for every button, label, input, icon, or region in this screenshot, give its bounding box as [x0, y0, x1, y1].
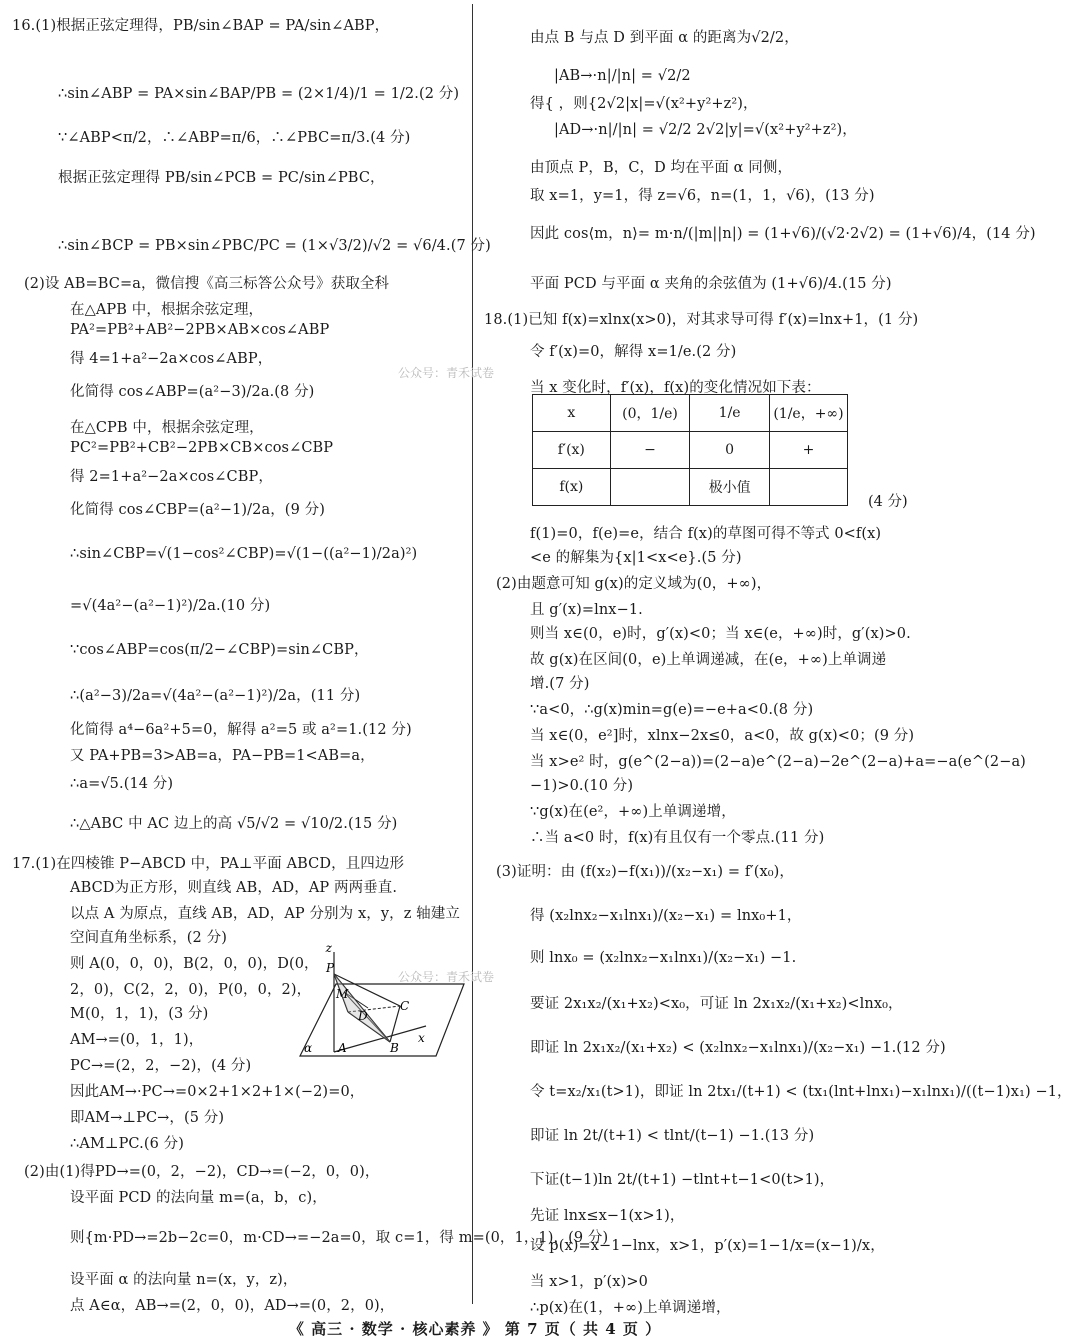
text-line: 要证 2x₁x₂/(x₁+x₂)<x₀，可证 ln 2x₁x₂/(x₁+x₂)<lnx₀， — [530, 996, 903, 1012]
text-line: 设平面 α 的法向量 n=(x，y，z)， — [70, 1272, 298, 1288]
text-line: ∵∠ABP<π/2，∴∠ABP=π/6，∴∠PBC=π/3.(4 分) — [58, 130, 411, 146]
text-line: ∴sin∠BCP = PB×sin∠PBC/PC = (1×√3/2)/√2 = √6/4.(7 分) — [58, 238, 491, 254]
text-line: 先证 lnx≤x−1(x>1)， — [530, 1208, 685, 1224]
text-line: 令 f′(x)=0，解得 x=1/e.(2 分) — [530, 344, 737, 360]
table-cell — [610, 469, 690, 506]
pyramid-figure — [296, 941, 466, 1064]
figure-label: α — [304, 1041, 313, 1055]
text-line: M(0，1，1)，(3 分) — [70, 1006, 209, 1022]
text-line: 当 x∈(0，e²]时，xlnx−2x≤0，a<0，故 g(x)<0；(9 分) — [530, 728, 915, 744]
text-line: =√(4a²−(a²−1)²)/2a.(10 分) — [70, 598, 271, 614]
table-cell: 0 — [690, 432, 770, 469]
table-cell: (0，1/e) — [610, 395, 690, 432]
text-line: ∴当 a<0 时，f(x)有且仅有一个零点.(11 分) — [530, 830, 825, 846]
table-row — [533, 469, 848, 506]
text-line: 以点 A 为原点，直线 AB，AD，AP 分别为 x，y，z 轴建立 — [70, 906, 460, 922]
text-line: |AD→·n|/|n| = √2/2 2√2|y|=√(x²+y²+z²)， — [554, 122, 857, 138]
text-line: 得{ ，则{2√2|x|=√(x²+y²+z²)， — [530, 96, 758, 112]
text-line: 当 x>e² 时，g(e^(2−a))=(2−a)e^(2−a)−2e^(2−a)+a=−a(e^(2−a) — [530, 754, 1026, 770]
table-cell: f′(x) — [533, 432, 611, 469]
text-line: <e 的解集为{x|1<x<e}.(5 分) — [530, 550, 742, 566]
text-line: 在△APB 中，根据余弦定理， — [70, 302, 264, 318]
figure-label: z — [325, 941, 332, 955]
text-line: 则 lnx₀ = (x₂lnx₂−x₁lnx₁)/(x₂−x₁) −1. — [530, 950, 797, 966]
text-line: 16.(1)根据正弦定理得，PB/sin∠BAP = PA/sin∠ABP， — [12, 18, 390, 34]
figure-label: D — [358, 1009, 368, 1023]
column-divider — [472, 4, 473, 1304]
text-line: f(1)=0，f(e)=e，结合 f(x)的草图可得不等式 0<f(x) — [530, 526, 882, 542]
text-line: 得 2=1+a²−2a×cos∠CBP， — [70, 469, 273, 485]
text-line: 由点 B 与点 D 到平面 α 的距离为√2/2， — [530, 30, 799, 46]
table-cell: + — [769, 432, 847, 469]
text-line: 2，0)，C(2，2，0)，P(0，0，2)， — [70, 982, 312, 998]
text-line: 由顶点 P，B，C，D 均在平面 α 同侧， — [530, 160, 793, 176]
text-line: ∴(a²−3)/2a=√(4a²−(a²−1)²)/2a，(11 分) — [70, 688, 361, 704]
text-line: PA²=PB²+AB²−2PB×AB×cos∠ABP — [70, 322, 330, 338]
text-line: 则 A(0，0，0)，B(2，0，0)，D(0， — [70, 956, 319, 972]
figure-label: A — [338, 1041, 347, 1055]
text-line: 化简得 cos∠ABP=(a²−3)/2a.(8 分) — [70, 384, 315, 400]
text-line: ∴△ABC 中 AC 边上的高 √5/√2 = √10/2.(15 分) — [70, 816, 398, 832]
text-line: −1)>0.(10 分) — [530, 778, 634, 794]
text-line: ∴AM⊥PC.(6 分) — [70, 1136, 184, 1152]
text-line: 得 (x₂lnx₂−x₁lnx₁)/(x₂−x₁) = lnx₀+1， — [530, 908, 802, 924]
text-line: 根据正弦定理得 PB/sin∠PCB = PC/sin∠PBC， — [58, 170, 385, 186]
text-line: ∵a<0，∴g(x)min=g(e)=−e+a<0.(8 分) — [530, 702, 814, 718]
text-line: 因此 cos⟨m，n⟩= m·n/(|m||n|) = (1+√6)/(√2·2√2) = (1+√6)/4，(14 分) — [530, 226, 1036, 242]
table-row — [533, 395, 848, 432]
text-line: ∴a=√5.(14 分) — [70, 776, 174, 792]
text-line: (2)由题意可知 g(x)的定义域为(0，+∞)， — [496, 576, 772, 592]
text-line: 化简得 a⁴−6a²+5=0，解得 a²=5 或 a²=1.(12 分) — [70, 722, 412, 738]
text-line: PC→=(2，2，−2)，(4 分) — [70, 1058, 252, 1074]
text-line: 则当 x∈(0，e)时，g′(x)<0；当 x∈(e，+∞)时，g′(x)>0. — [530, 626, 911, 642]
text-line: 平面 PCD 与平面 α 夹角的余弦值为 (1+√6)/4.(15 分) — [530, 276, 892, 292]
text-line: 化简得 cos∠CBP=(a²−1)/2a，(9 分) — [70, 502, 325, 518]
text-line: 18.(1)已知 f(x)=xlnx(x>0)，对其求导可得 f′(x)=lnx+1，(1 分) — [484, 312, 919, 328]
variation-table — [532, 394, 848, 506]
text-line: ∴sin∠ABP = PA×sin∠BAP/PB = (2×1/4)/1 = 1/2.(2 分) — [58, 86, 460, 102]
figure-label: P — [326, 961, 335, 975]
text-line: ∴p(x)在(1，+∞)上单调递增， — [530, 1300, 731, 1316]
text-line: PC²=PB²+CB²−2PB×CB×cos∠CBP — [70, 440, 334, 456]
text-line: 增.(7 分) — [530, 676, 590, 692]
text-line: 即证 ln 2t/(t+1) < tlnt/(t−1) −1.(13 分) — [530, 1128, 815, 1144]
figure-label: M — [336, 987, 349, 1001]
page-footer: 《 高三 · 数学 · 核心素养 》 第 7 页（ 共 4 页 ） — [288, 1320, 662, 1338]
text-line: 设 p(x)=x−1−lnx，x>1，p′(x)=1−1/x=(x−1)/x， — [530, 1238, 885, 1254]
table-cell: x — [533, 395, 611, 432]
figure-label: B — [390, 1041, 399, 1055]
watermark: 公众号：青禾试卷 — [398, 366, 495, 380]
figure-label: x — [418, 1031, 425, 1045]
text-line: (2)设 AB=BC=a，微信搜《高三标答公众号》获取全科 — [24, 276, 390, 292]
table-cell: f(x) — [533, 469, 611, 506]
text-line: 空间直角坐标系，(2 分) — [70, 930, 227, 946]
text-line: 当 x 变化时，f′(x)，f(x)的变化情况如下表： — [530, 380, 821, 396]
text-line: (3)证明：由 (f(x₂)−f(x₁))/(x₂−x₁) = f′(x₀)， — [496, 864, 795, 880]
text-line: 当 x>1，p′(x)>0 — [530, 1274, 648, 1290]
text-line: 17.(1)在四棱锥 P−ABCD 中，PA⊥平面 ABCD，且四边形 — [12, 856, 405, 872]
text-line: 在△CPB 中，根据余弦定理， — [70, 420, 264, 436]
text-line: 则{m·PD→=2b−2c=0，m·CD→=−2a=0，取 c=1，得 m=(0，1，1)，(9 分) — [70, 1230, 609, 1246]
table-cell — [769, 469, 847, 506]
text-line: 即证 ln 2x₁x₂/(x₁+x₂) < (x₂lnx₂−x₁lnx₁)/(x₂−x₁) −1.(12 分) — [530, 1040, 946, 1056]
text-line: 设平面 PCD 的法向量 m=(a，b，c)， — [70, 1190, 327, 1206]
text-line: 且 g′(x)=lnx−1. — [530, 602, 643, 618]
text-line: |AB→·n|/|n| = √2/2 — [554, 68, 691, 84]
text-line: AM→=(0，1，1)， — [70, 1032, 204, 1048]
text-line: 又 PA+PB=3>AB=a，PA−PB=1<AB=a， — [70, 748, 375, 764]
text-line: (2)由(1)得PD→=(0，2，−2)，CD→=(−2，0，0)， — [24, 1164, 380, 1180]
table-cell: (1/e，+∞) — [769, 395, 847, 432]
text-line: 因此AM→·PC→=0×2+1×2+1×(−2)=0， — [70, 1084, 365, 1100]
text-line: ABCD为正方形，则直线 AB，AD，AP 两两垂直. — [70, 880, 398, 896]
text-line: 取 x=1，y=1，得 z=√6，n=(1，1，√6)，(13 分) — [530, 188, 875, 204]
text-line: ∵g(x)在(e²，+∞)上单调递增， — [530, 804, 736, 820]
text-line: 下证(t−1)ln 2t/(t+1) −tlnt+t−1<0(t>1)， — [530, 1172, 835, 1188]
text-line: 令 t=x₂/x₁(t>1)，即证 ln 2tx₁/(t+1) < (tx₁(lnt+lnx₁)−x₁lnx₁)/((t−1)x₁) −1， — [530, 1084, 1072, 1100]
figure-label: C — [400, 999, 410, 1013]
table-note: (4 分) — [868, 494, 908, 510]
table-row — [533, 432, 848, 469]
table-cell: 1/e — [690, 395, 770, 432]
text-line: 即AM→⊥PC→，(5 分) — [70, 1110, 225, 1126]
table-cell: − — [610, 432, 690, 469]
right-column — [484, 6, 1072, 1316]
text-line: ∴sin∠CBP=√(1−cos²∠CBP)=√(1−((a²−1)/2a)²) — [70, 546, 418, 562]
text-line: 点 A∈α，AB→=(2，0，0)，AD→=(0，2，0)， — [70, 1298, 395, 1314]
table-cell: 极小值 — [690, 469, 770, 506]
text-line: 得 4=1+a²−2a×cos∠ABP， — [70, 351, 273, 367]
watermark: 公众号：青禾试卷 — [398, 970, 495, 984]
text-line: ∵cos∠ABP=cos(π/2−∠CBP)=sin∠CBP， — [70, 642, 369, 658]
text-line: 故 g(x)在区间(0，e)上单调递减，在(e，+∞)上单调递 — [530, 652, 887, 668]
